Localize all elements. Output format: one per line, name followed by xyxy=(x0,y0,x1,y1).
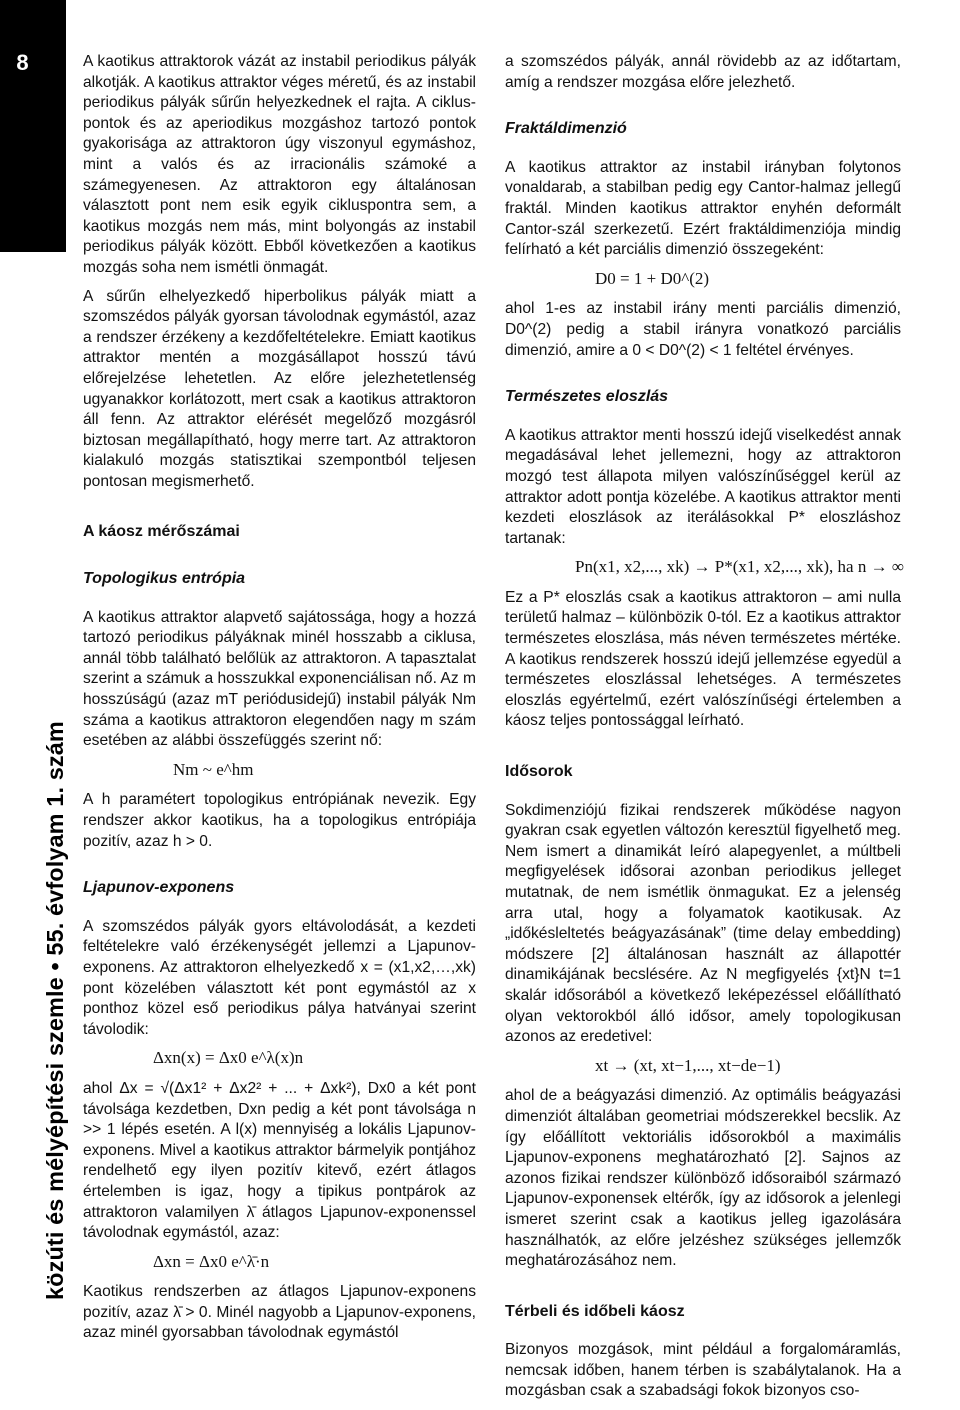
paragraph: ahol de a beágyazási dimenzió. Az optimális beágyazási dimenziót általában geometriai módszerekkel becslik. Az így előállított vektoriális idősorokból a maximális Ljapunov-exponens meghatározható [2]. Sajnos az azonos fizikai rendszer különböző idősoraiból származó Ljapunov-exponensek eltérők, így az idősorok a jelenlegi ismeret szerint csak a kaotikus jelleg igazolására használhatók, az előre jelzéshez szükséges jellemzők meghatározásához nem. xyxy=(505,1087,901,1270)
sidebar xyxy=(0,0,66,1358)
formula: Pn(x1, x2,..., xk) → P*(x1, x2,..., xk), ha n → ∞ xyxy=(575,557,904,577)
right-column xyxy=(505,52,904,1410)
paragraph: A h paramétert topologikus entrópiának nevezik. Egy rendszer akkor kaotikus, ha a topologikus entrópiája pozitív, azaz h > 0. xyxy=(83,791,476,850)
formula: xt → (xt, xt−1,..., xt−de−1) xyxy=(595,1055,781,1075)
section-heading: Térbeli és időbeli káosz xyxy=(505,1302,685,1320)
subsection-heading: Topologikus entrópia xyxy=(83,570,246,588)
subsection-heading: Ljapunov-exponens xyxy=(83,879,235,897)
paragraph: Ez a P* eloszlás csak a kaotikus attraktoron – ami nulla területű halmaz – különbözik 0-tól. Ez a kaotikus attraktor természetes eloszlása, más néven természetes mértéke. A kaotikus rendszerek hosszú idejű jellemzése egyedül a természetes eloszlással lehetséges. A természetes eloszlás egyértelmű, ezért valószínűségi értelemben a káosz teljes pontossággal leírható. xyxy=(505,588,901,730)
page-number-box xyxy=(0,0,66,252)
formula: Nm ~ e^hm xyxy=(173,759,254,779)
formula: D0 = 1 + D0^(2) xyxy=(595,268,710,288)
paragraph: A szomszédos pályák gyors eltávolodását, a kezdeti feltételekre való érzékenységét jellemzi a Ljapunov-exponens. Az attraktoron elhelyezkedő x = (x1,x2,…,xk) pont közelében választott két pont egymástól az x ponthoz közel eső periodikus pálya hatványai szerint távolodik: xyxy=(83,917,476,1038)
paragraph: A kaotikus attraktor az instabil irányban folytonos vonaldarab, a stabilban pedig egy Cantor-halmaz jellegű fraktál. Minden kaotikus attraktor enyhén deformált Cantor-szál szerkezetű. Ezért fraktáldimenziója mindig felírható a két parciális dimenzió összegeként: xyxy=(505,158,901,259)
section-heading: Idősorok xyxy=(505,763,573,781)
formula: Δxn = Δx0 e^λ̄·n xyxy=(153,1251,270,1271)
subsection-heading: Fraktáldimenzió xyxy=(505,120,627,138)
formula: Δxn(x) = Δx0 e^λ(x)n xyxy=(153,1048,304,1068)
paragraph: A kaotikus attraktorok vázát az instabil periodikus pályák alkotják. A kaotikus attraktor véges méretű, és az instabil periodikus pályák sűrűn helyezkednek el rajta. A cikluspontok és az aperiodikus mozgáshoz tartozó pontok gyakorisága az attraktoron úgy viszonyul egymáshoz, mint a valós és az irracionális számoké a számegyenesen. Az attraktoron egy általánosan választott pont nem esik egyik cikluspontra sem, a kaotikus mozgás nem más, mint bolyongás az instabil periodikus pályák között. Ebből következően a kaotikus mozgás soha nem ismétli önmagát. xyxy=(83,53,476,276)
paragraph: A kaotikus attraktor menti hosszú idejű viselkedést annak megadásával lehet jellemezni, hogy az attraktoron mozgó test állapota milyen valószínűséggel kerül az attraktor adott pontja közelébe. A kaotikus attraktor menti kezdeti eloszlások az iterálásokkal P* eloszláshoz tartanak: xyxy=(505,426,901,547)
page-number: 8 xyxy=(16,50,29,75)
paragraph: Kaotikus rendszerben az átlagos Ljapunov-exponens pozitív, azaz λ̄ > 0. Minél nagyobb a Ljapunov-exponens, azaz minél gyorsabban távolodnak egymástól xyxy=(83,1283,476,1342)
paragraph: A sűrűn elhelyezkedő hiperbolikus pályák miatt a szomszédos pályák gyorsan távolodnak egymástól, azaz a rendszer érzékeny a kezdőfeltételekre. Emiatt kaotikus attraktor mentén a mozgásállapot hosszú távú előrejelzése lehetetlen. Az előre jelezhetetlenség ugyanakkor korlátozott, mert csak a kaotikus attraktoron áll fenn. Az attraktor elérését megelőző mozgásról biztosan megállapítható, hogy merre tart. Az attraktoron kialakuló mozgás statisztikai szempontból teljesen pontosan megismerhető. xyxy=(83,287,476,490)
paragraph: Bizonyos mozgások, mint például a forgalomáramlás, nemcsak időben, hanem térben is szabálytalanok. Ha a mozgásban csak a szabadsági fokok bizonyos cso- xyxy=(505,1341,901,1400)
paragraph: Sokdimenziójú fizikai rendszerek működése nagyon gyakran csak egyetlen változón keresztül figyelhető meg. Nem ismert a dinamikát leíró alapegyenlet, a múltbeli megfigyelések idősorai azonban periodikus jelleget mutatnak, de nem ismétlik önmagukat. Ez a jelenség arra utal, hogy a folyamatok kaotikusak. Az „időkésleltetés beágyazásának” (time delay embedding) módszere [2] általánosan használt az állapottér dinamikájának becslésére. Az N megfigyelés {xt}N t=1 skalár idősorából a következő leképezéssel előállítható olyan vektorokból álló idősor, amely topologikusan azonos az eredetivel: xyxy=(505,801,901,1046)
left-column xyxy=(83,52,476,1352)
paragraph: ahol Δx = √(Δx1² + Δx2² + ... + Δxk²), Dx0 a két pont távolsága kezdetben, Dxn pedig a két pont távolsága n >> 1 lépés esetén. A l(x) mennyiség a lokális Ljapunov-exponens. Mivel a kaotikus attraktor bármelyik pontjához rendelhető egy ilyen pozitív kitevő, ezért átlagos értelemben is igaz, hogy a tipikus pontpárok az attraktoron valamilyen λ̄ átlagos Ljapunov-exponenssel távolodnak egymástól, azaz: xyxy=(83,1079,476,1242)
paragraph: a szomszédos pályák, annál rövidebb az az időtartam, amíg a rendszer mozgása előre jelezhető. xyxy=(505,53,901,91)
paragraph: A kaotikus attraktor alapvető sajátossága, hogy a hozzá tartozó periodikus pályáknak minél hosszabb a ciklusa, annál több található belőlük az attraktoron. A tapasztalat szerint a számuk a hosszukkal exponenciálisan nő. Az m hosszúságú (azaz mT periódusidejű) instabil pályák Nm száma a kaotikus attraktoron elegendően nagy m szám esetében az alábbi összefüggés szerint nő: xyxy=(83,608,476,750)
journal-title: közúti és mélyépítési szemle • 55. évfolyam 1. szám xyxy=(42,721,68,1300)
subsection-heading: Természetes eloszlás xyxy=(505,388,669,406)
paragraph: ahol 1-es az instabil irány menti parciális dimenzió, D0^(2) pedig a stabil irányra vonatkozó parciális dimenzió, amire a 0 < D0^(2) < 1 feltétel érvényes. xyxy=(505,300,901,359)
section-heading: A káosz mérőszámai xyxy=(83,523,240,541)
